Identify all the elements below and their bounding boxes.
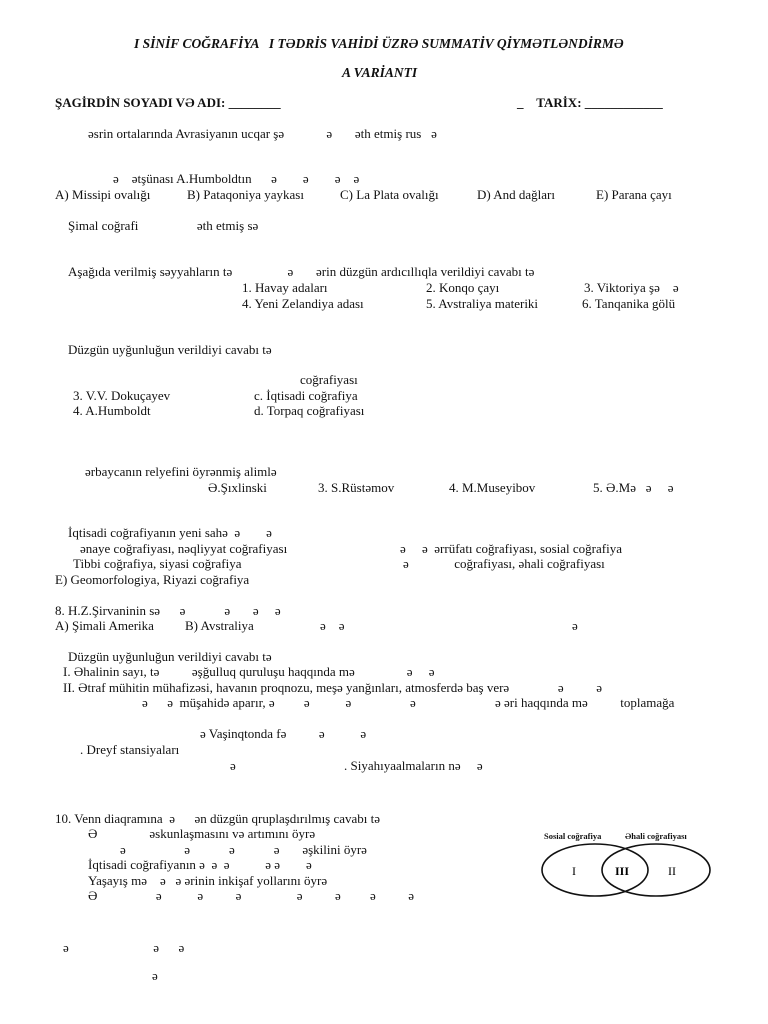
question-5-left-4: 4. A.Humboldt (73, 403, 151, 418)
question-7-option-b: ə ə ərrüfatı coğrafiyası, sosial coğrafiya (400, 541, 622, 556)
question-3: Şimal coğrafi əth etmiş sə (68, 218, 259, 233)
question-6-item-2: Ə.Şıxlinski (208, 480, 267, 495)
question-9-statement-ii-cont: ə ə müşahidə aparır, ə ə ə (142, 695, 352, 710)
question-10-stem: 10. Venn diaqramına ə ən düzgün qruplaşdırılmış cavabı tə (55, 811, 381, 826)
question-5-left-3: 3. V.V. Dokuçayev (73, 388, 171, 403)
question-9-stem: Düzgün uyğunluğun verildiyi cavabı tə (68, 649, 272, 664)
question-10-tail-2: ə (152, 968, 158, 983)
question-10-tail-1: ə ə ə (63, 940, 185, 955)
question-9-statement-ii-cont-c: ə əri haqqında mə toplamağa (495, 695, 675, 710)
question-10-line-3: İqtisadi coğrafiyanın ə ə ə ə ə ə (88, 857, 312, 872)
question-4-item-3: 3. Viktoriya şə ə (584, 280, 679, 295)
venn-region-mid: III (615, 864, 630, 878)
question-9-statement-ii-cont-b: ə (410, 695, 416, 710)
question-9-statement-i: I. Əhalinin sayı, tə əşğulluq quruluşu haqqında mə ə ə (63, 664, 435, 679)
question-2-option-d: D) And dağları (477, 187, 555, 202)
question-4-item-6: 6. Tanqanika gölü (582, 296, 676, 311)
question-7-option-d: ə coğrafiyası, əhali coğrafiyası (403, 556, 605, 571)
variant-label: A VARİANTI (342, 65, 418, 80)
question-6-item-4: 4. M.Museyibov (449, 480, 536, 495)
question-4-stem: Aşağıda verilmiş səyyahların tə ə ərin düzgün ardıcıllıqla verildiyi cavabı tə (68, 264, 535, 279)
venn-left-label: Sosial coğrafiya (544, 831, 602, 841)
page-title: I SİNİF COĞRAFİYA I TƏDRİS VAHİDİ ÜZRƏ SUMMATİV QİYMƏTLƏNDİRMƏ (134, 36, 624, 51)
question-10-line-4: Yaşayış mə ə ə ərinin inkişaf yollarını öyrə (88, 873, 328, 888)
question-5-right-top: coğrafiyası (300, 372, 358, 387)
question-2-option-c: C) La Plata ovalığı (340, 187, 439, 202)
question-6-item-5: 5. Ə.Mə ə ə (593, 480, 674, 495)
question-6-item-3: 3. S.Rüstəmov (318, 480, 395, 495)
question-4-item-4: 4. Yeni Zelandiya adası (242, 296, 364, 311)
question-10-line-1: Ə əskunlaşmasını və artımını öyrə (88, 826, 316, 841)
question-9-option-2: . Dreyf stansiyaları (80, 742, 180, 757)
venn-region-right: II (668, 864, 676, 878)
question-5-stem: Düzgün uyğunluğun verildiyi cavabı tə (68, 342, 272, 357)
question-9-statement-ii: II. Ətraf mühitin mühafizəsi, havanın proqnozu, meşə yanğınları, atmosferdə baş verə ə ə (63, 680, 602, 695)
question-1: əsrin ortalarında Avrasiyanın ucqar şə ə əth etmiş rus ə (88, 126, 437, 141)
venn-diagram (538, 826, 718, 906)
question-6-stem: ərbaycanın relyefini öyrənmiş alimlə (85, 464, 277, 479)
question-8-option-c: ə ə (320, 618, 345, 633)
question-9-option-3b: . Siyahıyaalmaların nə ə (344, 758, 483, 773)
student-name-field: ŞAGİRDİN SOYADI VƏ ADI: ________ (55, 95, 281, 110)
question-7-stem: İqtisadi coğrafiyanın yeni sahə ə ə (68, 525, 272, 540)
question-10-line-2: ə ə ə ə əşkilini öyrə (120, 842, 367, 857)
question-5-right-d: d. Torpaq coğrafiyası (254, 403, 365, 418)
date-field: _ TARİX: ____________ (517, 95, 663, 110)
question-2-stem: ə ətşünası A.Humboldtın ə ə ə ə (113, 171, 360, 186)
venn-circles (538, 826, 718, 906)
question-7-option-c: Tibbi coğrafiya, siyasi coğrafiya (73, 556, 242, 571)
venn-left-circle (542, 844, 648, 896)
question-8-option-b: B) Avstraliya (185, 618, 254, 633)
question-2-option-b: B) Pataqoniya yaykası (187, 187, 304, 202)
question-9-option-1: ə Vaşinqtonda fə ə ə (200, 726, 367, 741)
question-9-option-3a: ə (230, 758, 236, 773)
question-4-item-5: 5. Avstraliya materiki (426, 296, 539, 311)
question-8-stem: 8. H.Z.Şirvaninin sə ə ə ə ə (55, 603, 281, 618)
venn-region-left: I (572, 864, 576, 878)
question-4-item-2: 2. Konqo çayı (426, 280, 500, 295)
question-2-option-a: A) Missipi ovalığı (55, 187, 151, 202)
question-8-option-d: ə (572, 618, 578, 633)
question-7-option-e: E) Geomorfologiya, Riyazi coğrafiya (55, 572, 250, 587)
question-7-option-a: ənaye coğrafiyası, nəqliyyat coğrafiyası (80, 541, 288, 556)
question-2-option-e: E) Parana çayı (596, 187, 672, 202)
venn-right-label: Əhali coğrafiyası (625, 831, 687, 841)
question-4-item-1: 1. Havay adaları (242, 280, 328, 295)
question-8-option-a: A) Şimali Amerika (55, 618, 154, 633)
question-10-line-5: Ə ə ə ə ə ə ə ə (88, 888, 415, 903)
question-5-right-c: c. İqtisadi coğrafiya (254, 388, 358, 403)
